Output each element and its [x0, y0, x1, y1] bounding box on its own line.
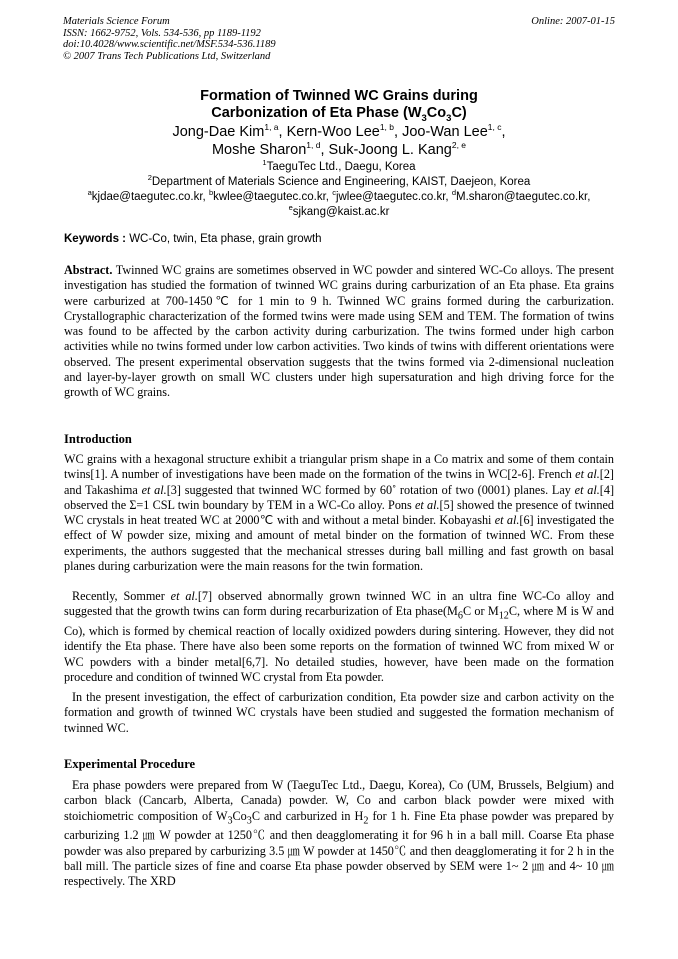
email-mark: b [208, 188, 214, 198]
et-al: et al. [494, 513, 520, 528]
title-line-1: Formation of Twinned WC Grains during [200, 88, 478, 104]
author-affil-mark: 1, d [306, 140, 321, 151]
intro-text: [3] suggested that twinned WC formed by 60˚ rotation of two (0001) planes. Lay [166, 482, 575, 497]
author-affil-mark: 1, a [264, 122, 279, 133]
experimental-paragraph-1 [64, 778, 614, 890]
email-mark: e [288, 203, 293, 213]
exp-text: C and carburized in H [251, 808, 364, 823]
author-affil-mark: 1, c [487, 122, 502, 133]
author-affil-mark: 2, e [451, 140, 467, 151]
subscript: 3 [227, 815, 233, 827]
intro-text: Recently, Sommer [72, 589, 171, 603]
publication-info [63, 16, 276, 62]
doi-line: doi:10.4028/www.scientific.net/MSF.534-536.1189 [63, 39, 276, 50]
affil-text: TaeguTec Ltd., Daegu, Korea [266, 161, 416, 173]
author-affil-mark: 1, b [379, 122, 395, 133]
affil-mark: 1 [262, 158, 267, 168]
paper-title [0, 88, 678, 122]
email-address[interactable]: M.sharon@taegutec.co.kr, [455, 191, 591, 203]
intro-text: [6] investigated the effect of W powder size, mixing and amount of metal binder on the formation of twinned WC. From these experiments, the authors suggested that the mechanical stresses during ball milling and fast growth on basal planes during carburization were the main reasons for the twin formation. [64, 513, 615, 574]
subscript: 12 [498, 610, 509, 622]
author-name: , Suk-Joong L. Kang [320, 142, 452, 158]
et-al: et al. [575, 467, 600, 482]
email-address[interactable]: sjkang@kaist.ac.kr [292, 206, 390, 218]
introduction-heading: Introduction [64, 432, 132, 446]
author-line-1 [0, 123, 678, 141]
subscript: 2 [363, 815, 369, 827]
intro-text: C or M [462, 604, 499, 619]
subscript: 6 [457, 610, 463, 622]
email-line-1 [0, 190, 678, 204]
author-line-2 [0, 141, 678, 159]
affil-text: Department of Materials Science and Engineering, KAIST, Daejeon, Korea [151, 176, 531, 188]
intro-text: [5] showed the presence of twinned WC crystals in heat treated WC at 2000℃ with and without a metal binder. Kobayashi [64, 497, 614, 528]
experimental-heading: Experimental Procedure [64, 757, 196, 771]
abstract-label: Abstract. [64, 263, 113, 277]
title-text-c: C) [451, 105, 467, 121]
et-al: et al. [170, 589, 198, 603]
author-separator: , [501, 124, 506, 140]
intro-text: [4] observed the Σ=1 CSL twin boundary by TEM in a WC-Co alloy. Pons [64, 482, 615, 512]
keywords-line [64, 233, 322, 245]
intro-text: [2] and Takashima [64, 467, 614, 497]
exp-text: Era phase powders were prepared from W (TaeguTec Ltd., Daegu, Korea), Co (UM, Brussels, Belgium) and carbon black (Cancarb, Alberta, Canada) powder. W, Co and carbon black powder were mixed with stoichiometric composition of W [64, 778, 614, 823]
et-al: et al. [414, 497, 440, 512]
keywords-text: WC-Co, twin, Eta phase, grain growth [126, 233, 322, 245]
email-mark: d [451, 188, 456, 198]
author-name: , Kern-Woo Lee [278, 124, 380, 140]
title-text-b: Co [426, 105, 447, 121]
author-name: Jong-Dae Kim [172, 124, 265, 140]
email-line-2 [0, 205, 678, 219]
exp-text: for 1 h. Fine Eta phase powder was prepared by carburizing 1.2 ㎛ W powder at 1250℃ and then deagglomerating it for 96 h in a ball mill. Coarse Eta phase powder was also prepared by carburizing 3.5 ㎛ W powder at 1450℃ and then deagglomerating it for 2 h in the ball mill. The particle sizes of fine and coarse Eta phase powder observed by SEM were 1~ 2 ㎛ and 4~ 10 ㎛ respectively. The XRD [64, 808, 615, 889]
subscript: 3 [246, 815, 252, 827]
journal-name: Materials Science Forum [63, 16, 170, 27]
email-address[interactable]: jwlee@taegutec.co.kr, [335, 191, 452, 203]
abstract-text: Twinned WC grains are sometimes observed in WC powder and sintered WC-Co alloys. The present investigation has studied the formation of twinned WC grains during carburization of an Eta phase. Eta grains were carburized at 700-1450℃ for 1 min to 9 h. Twinned WC grains formed during the carburization. Crystallographic characterization of the formed twins were made using SEM and TEM. The formation of twins was found to be affected by the carbon activity during carburization. The twins formed under high carbon activities while no twins formed under low carbon activities. Two kinds of twins with different orientations were observed. The present experimental observation suggests that the twins formed via 2-dimensional nucleation and layer-by-layer growth on small WC clusters under high supersaturation and high driving force for the growth of WC grains. [64, 263, 614, 400]
author-name: Moshe Sharon [211, 142, 307, 158]
et-al: et al. [141, 482, 167, 497]
et-al: et al. [574, 482, 600, 497]
intro-paragraph-2 [64, 589, 614, 685]
affiliation-2 [0, 175, 678, 189]
exp-text: Co [232, 808, 247, 823]
email-address[interactable]: kwlee@taegutec.co.kr, [213, 191, 333, 203]
title-line-2 [0, 105, 678, 122]
keywords-label: Keywords : [64, 233, 126, 245]
author-list [0, 123, 678, 159]
title-text-a: Carbonization of Eta Phase (W [211, 105, 422, 121]
abstract-paragraph [64, 263, 614, 401]
title-subscript: 3 [421, 112, 427, 124]
online-date: Online: 2007-01-15 [531, 16, 615, 27]
email-address[interactable]: kjdae@taegutec.co.kr, [91, 191, 209, 203]
email-mark: a [87, 188, 92, 198]
title-subscript: 3 [446, 112, 452, 124]
email-mark: c [332, 188, 336, 198]
copyright-line: © 2007 Trans Tech Publications Ltd, Switzerland [63, 50, 271, 62]
intro-paragraph-3: In the present investigation, the effect of carburization condition, Eta powder size and carbon activity on the formation and growth of twinned WC crystals have been studied and suggested the formation mechanism of twinned WC. [64, 690, 614, 735]
intro-text: WC grains with a hexagonal structure exhibit a triangular prism shape in a Co matrix and some of them contain twins[1]. A number of investigations have been made on the formation of the twins in WC[2-6]. French [64, 452, 614, 482]
issn-line: ISSN: 1662-9752, Vols. 534-536, pp 1189-1192 [63, 27, 261, 39]
affiliation-1 [0, 160, 678, 174]
intro-paragraph-1 [64, 452, 614, 574]
author-name: , Joo-Wan Lee [394, 124, 488, 140]
intro-text: [7] observed abnormally grown twinned WC in an ultra fine WC-Co alloy and suggested that the growth twins can form during recarburization of Eta phase(M [64, 589, 615, 619]
affil-mark: 2 [147, 173, 152, 183]
intro-text: C, where M is W and Co), which is formed by chemical reaction of locally oxidized powders during sintering. However, they did not identify the Eta phase. There have also been some reports on the formation of twinned WC from mixed W or WC powders with a binder metal[6,7]. No detailed studies, however, have been made on the formation procedure and condition of twinned WC crystal from Eta powder. [64, 604, 614, 684]
